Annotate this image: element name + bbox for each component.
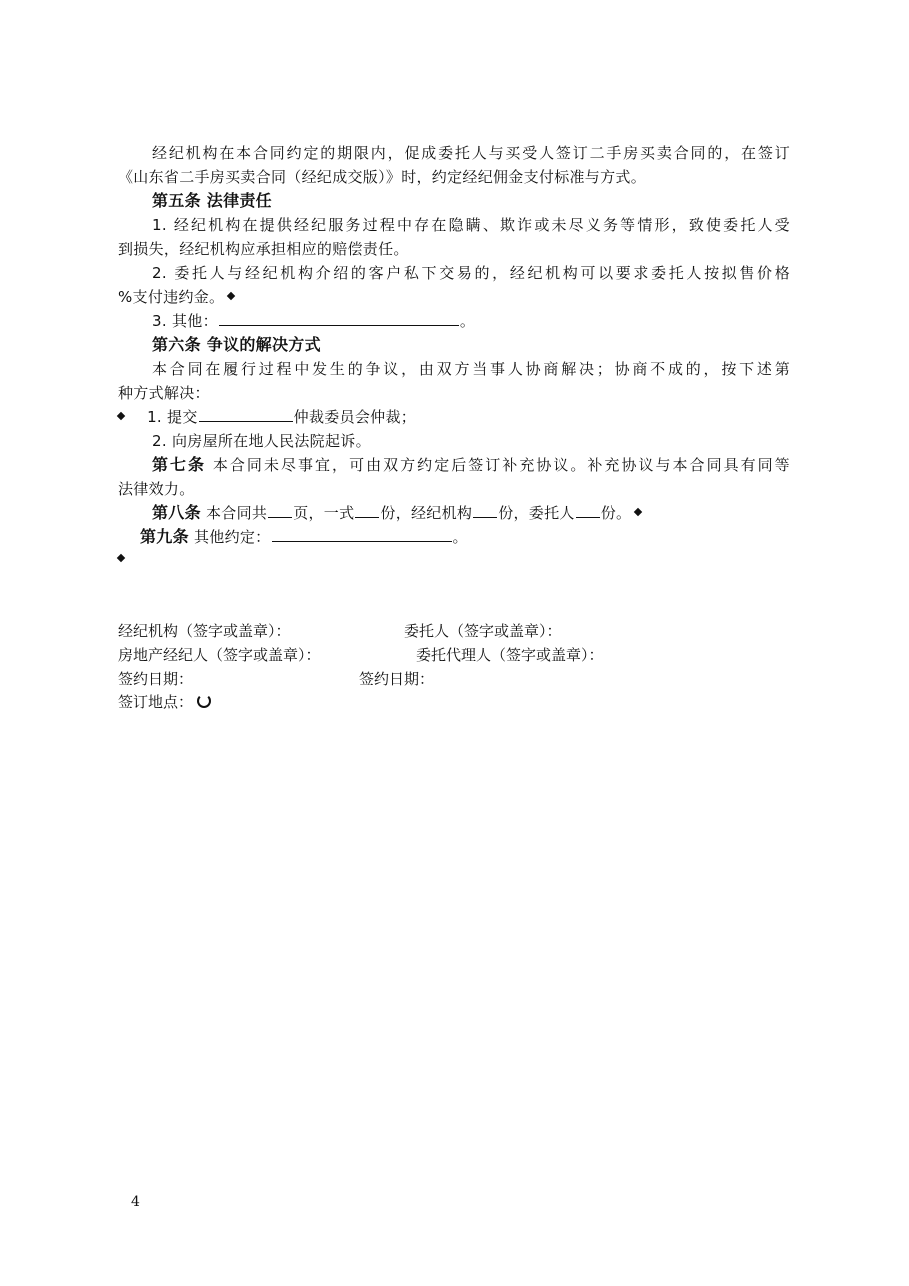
- article-5-item-3: [152, 309, 824, 333]
- paragraph-text: 1. 提交: [147, 408, 198, 426]
- blank-field-agency-copies[interactable]: [473, 503, 497, 518]
- article-9: [140, 525, 812, 549]
- paragraph-text: 份，委托人: [498, 504, 575, 522]
- paragraph-text: 2. 向房屋所在地人民法院起诉。: [152, 432, 371, 450]
- signing-place-label: 签订地点：: [118, 693, 194, 711]
- half-circle-icon: [197, 694, 211, 708]
- paragraph-text: 法律效力。: [118, 480, 195, 498]
- article-5-item-1: [118, 213, 790, 237]
- paragraph-text: 本合同共: [205, 504, 268, 522]
- article-7: [118, 453, 790, 477]
- paragraph-line: [118, 165, 790, 189]
- article-8-heading: 第八条: [152, 503, 201, 522]
- paragraph-line: [118, 237, 790, 261]
- page-number: 4: [131, 1194, 140, 1210]
- paragraph-line: [118, 381, 790, 405]
- diamond-bullet-icon: [634, 508, 642, 516]
- paragraph-line: [114, 547, 786, 571]
- paragraph-text: 经纪机构在本合同约定的期限内，促成委托人与买受人签订二手房买卖合同的，在签订: [152, 144, 790, 162]
- paragraph-text: 3. 其他：: [152, 312, 218, 330]
- blank-field-client-copies[interactable]: [576, 503, 600, 518]
- paragraph-text: 2. 委托人与经纪机构介绍的客户私下交易的，经纪机构可以要求委托人按拟售价格: [152, 264, 790, 282]
- article-7-heading: 第七条: [152, 455, 207, 474]
- article-5-item-2: [118, 261, 790, 285]
- paragraph-text: 本合同在履行过程中发生的争议，由双方当事人协商解决；协商不成的，按下述第: [152, 360, 790, 378]
- paragraph-text: 页，一式: [293, 504, 355, 522]
- paragraph-line: [118, 285, 790, 309]
- signature-client-label: 委托人（签字或盖章）：: [404, 622, 562, 640]
- paragraph-text: 《山东省二手房买卖合同（经纪成交版）》时，约定经纪佣金支付标准与方式。: [118, 168, 647, 186]
- paragraph-text: 到损失，经纪机构应承担相应的赔偿责任。: [118, 240, 409, 258]
- diamond-bullet-icon: [227, 292, 235, 300]
- signing-date-left-label: 签约日期：: [118, 670, 194, 688]
- paragraph-text: 本合同未尽事宜，可由双方约定后签订补充协议。补充协议与本合同具有同等: [212, 456, 790, 474]
- article-5-heading: 第五条 法律责任: [152, 191, 272, 210]
- blank-field-arbitration[interactable]: [199, 407, 293, 422]
- paragraph-text: 种方式解决：: [118, 384, 210, 402]
- signing-place: [118, 690, 211, 714]
- signature-agency-label: 经纪机构（签字或盖章）：: [118, 622, 291, 640]
- diamond-bullet-icon: [117, 554, 125, 562]
- paragraph-line: [118, 477, 790, 501]
- blank-field-other[interactable]: [219, 311, 459, 326]
- paragraph-text: 。: [459, 312, 476, 330]
- article-6-option-1: [114, 405, 786, 429]
- signature-client-proxy-label: 委托代理人（签字或盖章）：: [416, 646, 604, 664]
- paragraph-text: 份，经纪机构: [380, 504, 473, 522]
- paragraph-text: 1. 经纪机构在提供经纪服务过程中存在隐瞒、欺诈或未尽义务等情形，致使委托人受: [152, 216, 790, 234]
- paragraph-text: 其他约定：: [193, 528, 271, 546]
- article-6-heading: 第六条 争议的解决方式: [152, 335, 321, 354]
- article-9-heading: 第九条: [140, 527, 189, 546]
- article-8: [152, 501, 824, 525]
- paragraph-text: 份。: [600, 504, 632, 522]
- diamond-bullet-icon: [117, 412, 125, 420]
- blank-field-other-agreement[interactable]: [272, 527, 452, 542]
- signing-date-right-label: 签约日期：: [359, 670, 435, 688]
- blank-field-copies[interactable]: [355, 503, 379, 518]
- paragraph-line: [118, 357, 790, 381]
- article-6-option-2: [152, 429, 824, 453]
- signature-agent-label: 房地产经纪人（签字或盖章）：: [118, 646, 321, 664]
- paragraph-text: 仲裁委员会仲裁；: [293, 408, 417, 426]
- paragraph-text: %支付违约金。: [118, 288, 225, 306]
- paragraph-line: [118, 141, 790, 165]
- paragraph-text: 。: [452, 528, 468, 546]
- blank-field-pages[interactable]: [268, 503, 292, 518]
